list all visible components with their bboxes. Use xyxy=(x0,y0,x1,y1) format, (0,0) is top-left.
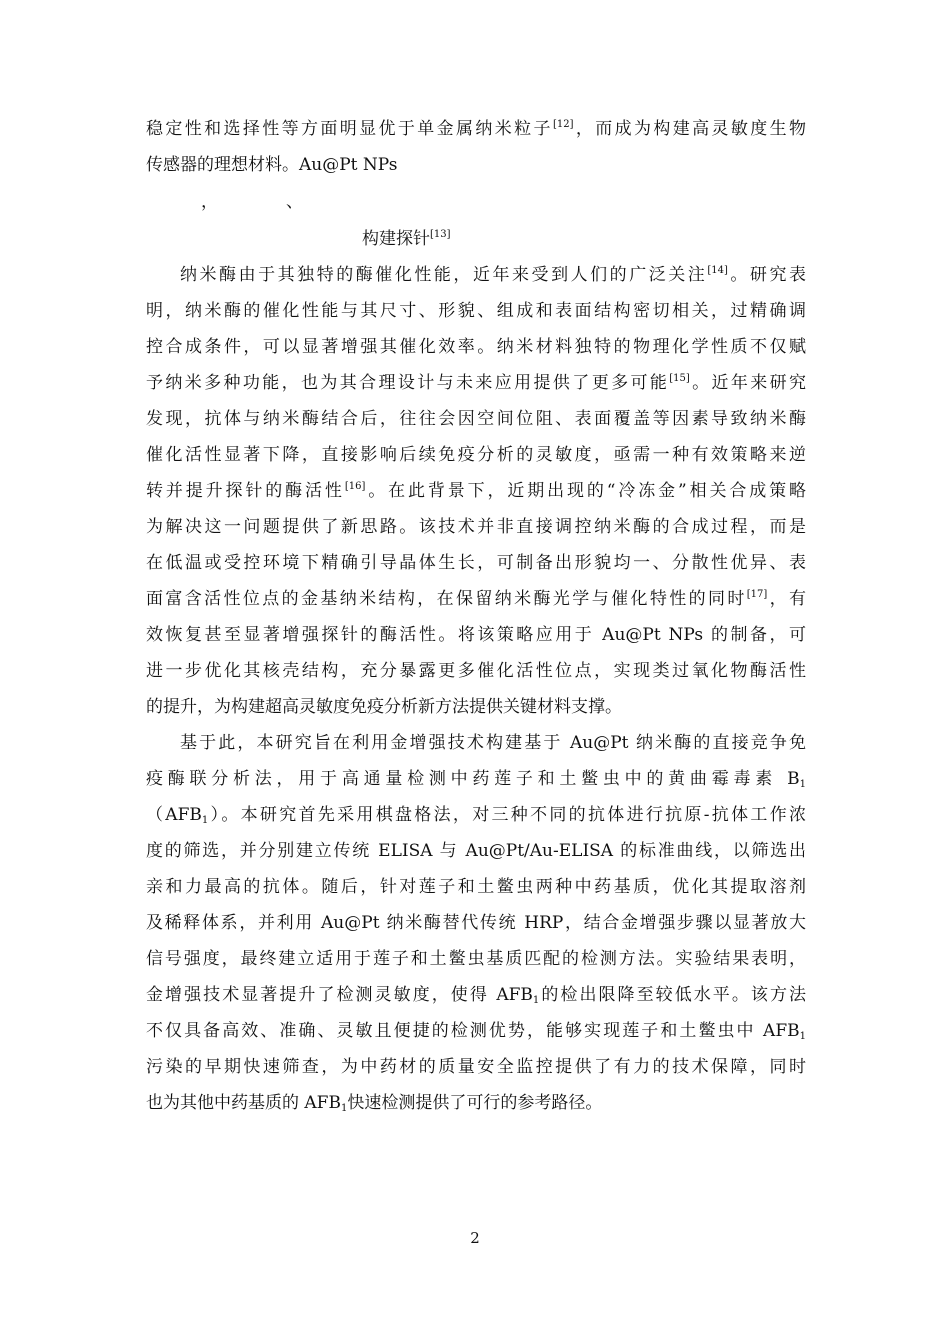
citation-ref: [12] xyxy=(552,119,574,130)
text-line: 纳米酶由于其独特的酶催化性能，近年来受到人们的广泛关注[14]。研究表 xyxy=(180,265,806,285)
text-line: 稳定性和选择性等方面明显优于单金属纳米粒子[12]，而成为构建高灵敏度生物 xyxy=(146,119,806,139)
text-line: 疫酶联分析法，用于高通量检测中药莲子和土鳖虫中的黄曲霉毒素 $B_1$ xyxy=(146,769,806,790)
text-line: 为解决这一问题提供了新思路。该技术并非直接调控纳米酶的合成过程，而是 xyxy=(146,517,806,537)
text-line: 的提升，为构建超高灵敏度免疫分析新方法提供关键材料支撑。 xyxy=(146,697,622,717)
citation-ref: [17] xyxy=(746,589,768,600)
text-line: 污染的早期快速筛查，为中药材的质量安全监控提供了有力的技术保障，同时 xyxy=(146,1057,806,1077)
citation-ref: [16] xyxy=(344,481,366,492)
text-line: $(AFB_1)$。本研究首先采用棋盘格法，对三种不同的抗体进行抗原-抗体工作浓 xyxy=(146,805,806,826)
citation-ref: [13] xyxy=(430,229,451,240)
text-line: 金增强技术显著提升了检测灵敏度，使得 $AFB_1$的检出限降至较低水平。该方法 xyxy=(146,985,806,1006)
text-line: 明，纳米酶的催化性能与其尺寸、形貌、组成和表面结构密切相关，过精确调 xyxy=(146,301,806,321)
text-line: 构建探针[13] xyxy=(362,229,451,249)
text-line: ， 、 xyxy=(201,192,303,212)
text-line: 转并提升探针的酶活性[16]。在此背景下，近期出现的“冷冻金”相关合成策略 xyxy=(146,481,806,501)
text-line: 基于此，本研究旨在利用金增强技术构建基于 Au@Pt 纳米酶的直接竞争免 xyxy=(180,733,806,753)
text-line: 面富含活性位点的金基纳米结构，在保留纳米酶光学与催化特性的同时[17]，有 xyxy=(146,589,806,609)
page-number: 2 xyxy=(470,1229,480,1247)
text-line: 进一步优化其核壳结构，充分暴露更多催化活性位点，实现类过氧化物酶活性 xyxy=(146,661,806,681)
text-line: 催化活性显著下降，直接影响后续免疫分析的灵敏度，亟需一种有效策略来逆 xyxy=(146,445,806,465)
text-line: 效恢复甚至显著增强探针的酶活性。将该策略应用于 Au@Pt NPs 的制备，可 xyxy=(146,625,806,645)
text-line: 度的筛选，并分别建立传统 ELISA 与 Au@Pt/Au-ELISA 的标准曲线，以筛选出 xyxy=(146,841,806,861)
text-line: 亲和力最高的抗体。随后，针对莲子和土鳖虫两种中药基质，优化其提取溶剂 xyxy=(146,877,806,897)
text-line: 传感器的理想材料。Au@Pt NPs xyxy=(146,155,398,175)
text-line: 控合成条件，可以显著增强其催化效率。纳米材料独特的物理化学性质不仅赋 xyxy=(146,337,806,357)
text-line: 及稀释体系，并利用 Au@Pt 纳米酶替代传统 HRP，结合金增强步骤以显著放大 xyxy=(146,913,806,933)
text-line: 也为其他中药基质的 $AFB_1$快速检测提供了可行的参考路径。 xyxy=(146,1093,603,1114)
text-line: 不仅具备高效、准确、灵敏且便捷的检测优势，能够实现莲子和土鳖虫中 $AFB_1$ xyxy=(146,1021,806,1042)
citation-ref: [14] xyxy=(707,265,728,276)
citation-ref: [15] xyxy=(669,373,690,384)
text-line: 信号强度，最终建立适用于莲子和土鳖虫基质匹配的检测方法。实验结果表明， xyxy=(146,949,806,969)
text-line: 发现，抗体与纳米酶结合后，往往会因空间位阻、表面覆盖等因素导致纳米酶 xyxy=(146,409,806,429)
text-line: 予纳米多种功能，也为其合理设计与未来应用提供了更多可能[15]。近年来研究 xyxy=(146,373,806,393)
text-line: 在低温或受控环境下精确引导晶体生长，可制备出形貌均一、分散性优异、表 xyxy=(146,553,806,573)
